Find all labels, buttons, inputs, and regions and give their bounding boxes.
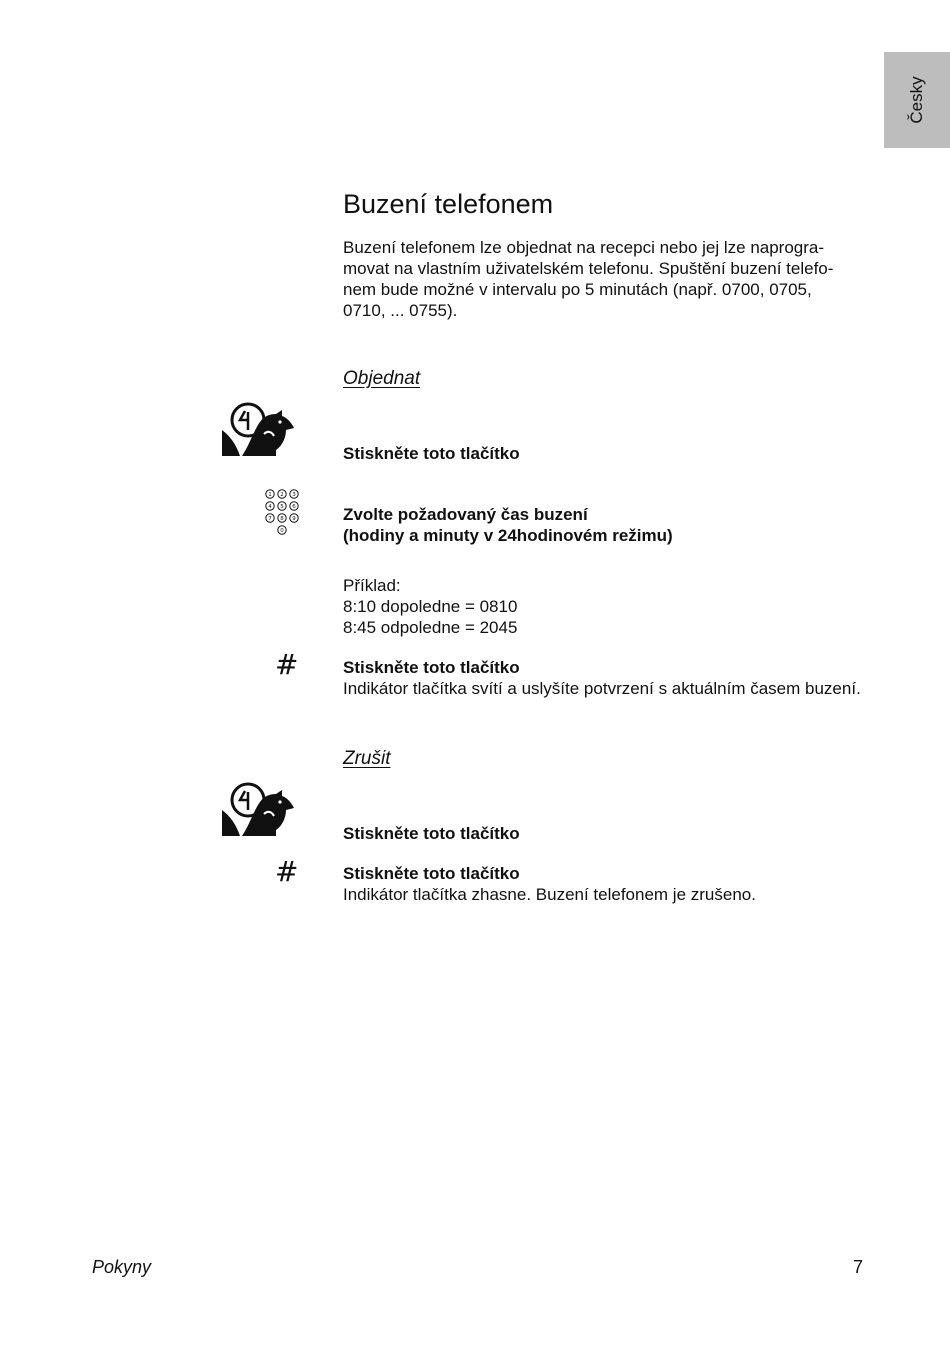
wakeup-key-icon bbox=[220, 400, 298, 458]
keypad-digit: 4 bbox=[268, 504, 272, 511]
order-step1-text: Stiskněte toto tlačítko bbox=[343, 444, 520, 463]
keypad-digit: 9 bbox=[292, 516, 296, 523]
footer-section-name: Pokyny bbox=[92, 1257, 152, 1277]
example-line: 8:10 dopoledne = 0810 bbox=[343, 597, 518, 616]
keypad-digit: 1 bbox=[268, 492, 272, 499]
keypad-digit: 5 bbox=[280, 504, 284, 511]
language-tab-label: Česky bbox=[907, 76, 926, 124]
hash-key-icon: # bbox=[275, 855, 299, 888]
order-step2-line1: Zvolte požadovaný čas buzení bbox=[343, 505, 588, 524]
language-tab bbox=[884, 52, 950, 148]
order-heading: Objednat bbox=[343, 368, 421, 389]
keypad-digit: 6 bbox=[292, 504, 296, 511]
wakeup-key-icon bbox=[220, 780, 298, 838]
keypad-icon bbox=[265, 489, 299, 537]
intro-line: movat na vlastním uživatelském telefonu. Spuštění buzení telefo- bbox=[343, 259, 834, 278]
keypad-digit: 0 bbox=[280, 528, 284, 535]
hash-key-icon: # bbox=[275, 648, 299, 681]
intro-line: 0710, ... 0755). bbox=[343, 301, 458, 320]
intro-paragraph bbox=[343, 237, 853, 321]
keypad-digit: 2 bbox=[280, 492, 284, 499]
keypad-digit: 8 bbox=[280, 516, 284, 523]
order-step3-text: Stiskněte toto tlačítko bbox=[343, 658, 520, 677]
cancel-step2-note: Indikátor tlačítka zhasne. Buzení telefonem je zrušeno. bbox=[343, 885, 756, 904]
order-step2-line2: (hodiny a minuty v 24hodinovém režimu) bbox=[343, 526, 673, 545]
page-number: 7 bbox=[853, 1257, 864, 1277]
cancel-step2-text: Stiskněte toto tlačítko bbox=[343, 864, 520, 883]
page-title: Buzení telefonem bbox=[343, 189, 554, 219]
keypad-digit: 7 bbox=[268, 516, 272, 523]
keypad-digit: 3 bbox=[292, 492, 296, 499]
intro-line: Buzení telefonem lze objednat na recepci nebo jej lze naprogra- bbox=[343, 238, 825, 257]
cancel-step1-text: Stiskněte toto tlačítko bbox=[343, 824, 520, 843]
example-label: Příklad: bbox=[343, 576, 401, 595]
example-line: 8:45 odpoledne = 2045 bbox=[343, 618, 518, 637]
intro-line: nem bude možné v intervalu po 5 minutách (např. 0700, 0705, bbox=[343, 280, 812, 299]
cancel-heading: Zrušit bbox=[343, 748, 391, 769]
order-step3-note: Indikátor tlačítka svítí a uslyšíte potvrzení s aktuálním časem buzení. bbox=[343, 679, 861, 698]
